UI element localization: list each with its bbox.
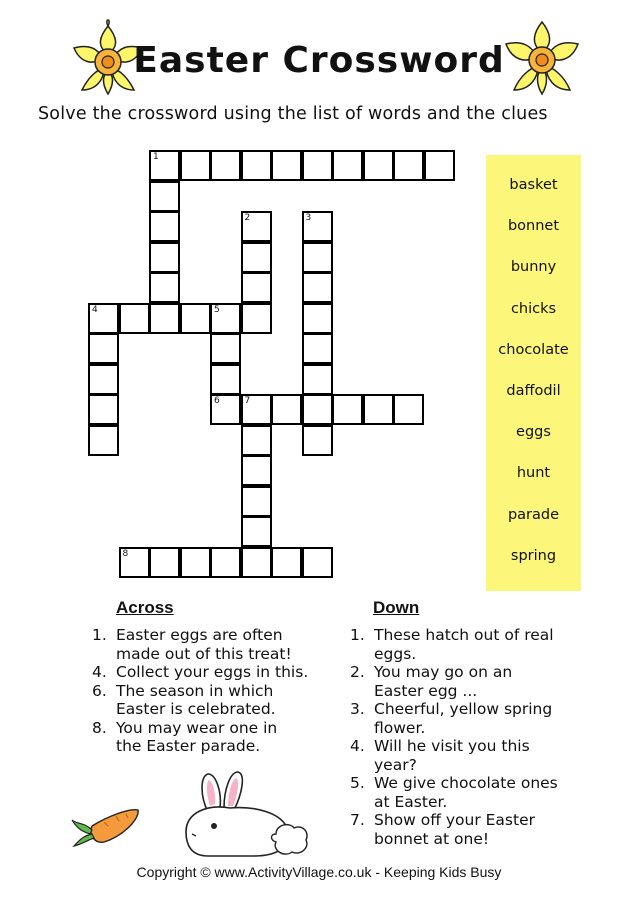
clue-text: bonnet at one!	[374, 829, 490, 848]
clue-number: 2.	[350, 663, 365, 681]
across-heading: Across	[116, 598, 174, 617]
clue-text: Cheerful, yellow spring	[374, 700, 553, 718]
clue-text: The season in which	[116, 681, 274, 700]
crossword-cell[interactable]	[210, 394, 241, 425]
crossword-cell[interactable]	[241, 242, 272, 273]
clue-number: 5	[214, 304, 220, 315]
crossword-cell[interactable]	[241, 455, 272, 486]
clue-item	[92, 626, 332, 663]
crossword-cell[interactable]	[149, 547, 180, 578]
crossword-cell[interactable]	[149, 242, 180, 273]
clue-item	[92, 663, 332, 682]
clue-number: 6.	[92, 681, 107, 700]
crossword-cell[interactable]	[363, 150, 394, 181]
clue-number: 8.	[92, 718, 107, 737]
crossword-cell[interactable]	[241, 547, 272, 578]
clue-number: 7.	[350, 811, 365, 829]
crossword-cell[interactable]	[302, 242, 333, 273]
clue-text: Easter egg ...	[374, 681, 478, 700]
crossword-cell[interactable]	[302, 333, 333, 364]
crossword-cell[interactable]	[332, 394, 363, 425]
word-list-item: spring	[510, 547, 557, 564]
clue-text: You may wear one in	[116, 718, 278, 737]
crossword-cell[interactable]	[241, 272, 272, 303]
instructions: Solve the crossword using the list of words and the clues	[38, 104, 548, 124]
crossword-cell[interactable]	[332, 150, 363, 181]
crossword-cell[interactable]	[363, 394, 394, 425]
clue-text: the Easter parade.	[116, 737, 261, 755]
crossword-cell[interactable]	[271, 150, 302, 181]
crossword-cell[interactable]	[241, 150, 272, 181]
word-list-item: bunny	[510, 259, 557, 276]
word-list	[486, 155, 581, 591]
crossword-cell[interactable]	[210, 303, 241, 334]
down-clues	[350, 626, 600, 848]
clue-text: Easter is celebrated.	[116, 700, 276, 718]
clue-text: We give chocolate ones	[374, 774, 558, 792]
clue-number: 5.	[350, 774, 365, 792]
crossword-cell[interactable]	[271, 547, 302, 578]
page-title: Easter Crossword	[133, 40, 505, 81]
clue-number: 3	[305, 213, 312, 223]
clue-number: 4	[92, 304, 98, 315]
clue-item	[350, 811, 600, 848]
word-list-item: chicks	[510, 300, 557, 317]
word-list-item: daffodil	[506, 383, 561, 399]
word-list-item: eggs	[516, 424, 551, 441]
crossword-cell[interactable]	[88, 394, 119, 425]
bunny-icon	[178, 768, 328, 860]
word-list-item: hunt	[516, 465, 551, 482]
crossword-cell[interactable]	[210, 364, 241, 395]
crossword-cell[interactable]	[88, 364, 119, 395]
crossword-cell[interactable]	[149, 181, 180, 212]
across-clues	[92, 626, 332, 756]
crossword-cell[interactable]	[241, 425, 272, 456]
crossword-cell[interactable]	[241, 516, 272, 547]
copyright-footer: Copyright © www.ActivityVillage.co.uk - Keeping Kids Busy	[136, 864, 502, 880]
clue-text: Collect your eggs in this.	[116, 663, 309, 681]
clue-text: made out of this treat!	[116, 644, 292, 663]
crossword-cell[interactable]	[210, 333, 241, 364]
clue-number: 2	[244, 213, 251, 223]
crossword-cell[interactable]	[180, 547, 211, 578]
crossword-cell[interactable]	[149, 211, 180, 242]
clue-text: year?	[374, 755, 417, 774]
crossword-cell[interactable]	[241, 211, 272, 242]
crossword-cell[interactable]	[302, 272, 333, 303]
crossword-cell[interactable]	[119, 547, 150, 578]
word-list-item: parade	[507, 506, 560, 523]
clue-item	[350, 737, 600, 774]
crossword-cell[interactable]	[241, 303, 272, 334]
crossword-cell[interactable]	[149, 272, 180, 303]
clue-number: 1.	[92, 626, 107, 644]
clue-text: flower.	[374, 718, 426, 737]
clue-text: at Easter.	[374, 792, 448, 811]
crossword-cell[interactable]	[88, 303, 119, 334]
clue-number: 7	[244, 396, 251, 406]
crossword-cell[interactable]	[302, 547, 333, 578]
crossword-cell[interactable]	[180, 150, 211, 181]
clue-text: You may go on an	[374, 663, 513, 681]
crossword-cell[interactable]	[302, 364, 333, 395]
crossword-cell[interactable]	[271, 394, 302, 425]
clue-item	[350, 663, 600, 700]
crossword-cell[interactable]	[88, 425, 119, 456]
crossword-cell[interactable]	[302, 211, 333, 242]
crossword-cell[interactable]	[210, 547, 241, 578]
clue-number: 6	[214, 396, 220, 406]
crossword-cell[interactable]	[424, 150, 455, 181]
clue-item	[350, 626, 600, 663]
crossword-cell[interactable]	[393, 150, 424, 181]
word-list-item: bonnet	[507, 218, 560, 235]
clue-text: Show off your Easter	[374, 811, 535, 829]
clue-number: 3.	[350, 700, 365, 718]
crossword-cell[interactable]	[119, 303, 150, 334]
clue-text: Easter eggs are often	[116, 626, 283, 644]
clue-item	[92, 682, 332, 719]
crossword-cell[interactable]	[149, 150, 180, 181]
clue-item	[92, 719, 332, 756]
carrot-icon	[68, 800, 142, 854]
crossword-cell[interactable]	[302, 394, 333, 425]
word-list-item: basket	[509, 177, 558, 193]
crossword-cell[interactable]	[88, 333, 119, 364]
word-list-item: chocolate	[498, 341, 569, 358]
crossword-cell[interactable]	[241, 394, 272, 425]
clue-number: 4.	[350, 737, 365, 755]
crossword-cell[interactable]	[302, 150, 333, 181]
down-heading: Down	[373, 598, 420, 617]
clue-text: Will he visit you this	[374, 737, 530, 755]
crossword-cell[interactable]	[241, 486, 272, 517]
clue-text: These hatch out of real	[374, 626, 554, 644]
crossword-cell[interactable]	[393, 394, 424, 425]
clue-number: 8	[122, 548, 129, 559]
clue-item	[350, 700, 600, 737]
crossword-cell[interactable]	[210, 150, 241, 181]
crossword-cell[interactable]	[180, 303, 211, 334]
crossword-cell[interactable]	[149, 303, 180, 334]
clue-number: 1.	[350, 626, 365, 644]
crossword-cell[interactable]	[302, 303, 333, 334]
clue-number: 4.	[92, 663, 107, 681]
crossword-cell[interactable]	[302, 425, 333, 456]
clue-number: 1	[153, 152, 159, 162]
clue-item	[350, 774, 600, 811]
clue-text: eggs.	[374, 644, 417, 663]
